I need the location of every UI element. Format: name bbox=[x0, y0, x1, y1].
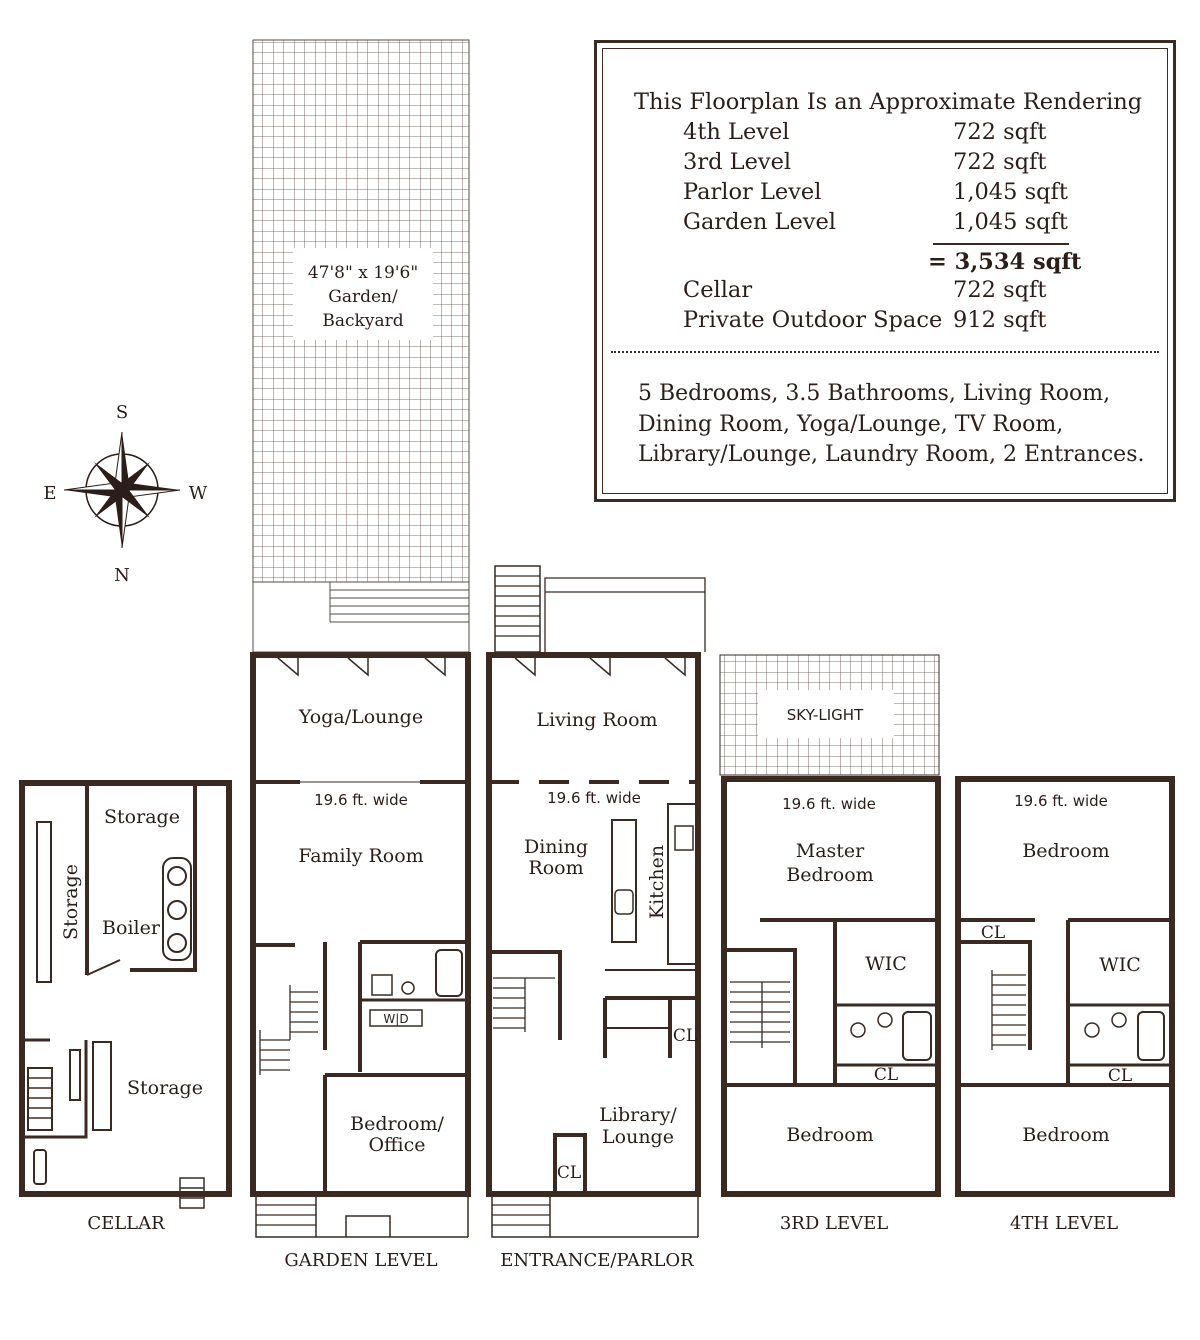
garden-backyard bbox=[253, 40, 469, 652]
dotted-divider bbox=[611, 351, 1159, 353]
cellar-storage-top: Storage bbox=[104, 806, 180, 828]
third-closet-label: CL bbox=[873, 1065, 899, 1085]
extra-label: Private Outdoor Space bbox=[683, 307, 943, 333]
garden-width-label: 19.6 ft. wide bbox=[314, 791, 408, 809]
extra-label: Cellar bbox=[683, 277, 753, 303]
dining-room-label-2: Room bbox=[528, 857, 584, 879]
summary-title: This Floorplan Is an Approximate Rendering bbox=[634, 89, 1143, 115]
library-label-2: Lounge bbox=[602, 1126, 674, 1148]
entry-closet-label: CL bbox=[556, 1163, 582, 1183]
compass-west: W bbox=[188, 483, 208, 504]
bedroom-office-label-1: Bedroom/ bbox=[350, 1113, 444, 1135]
fourth-width-label: 19.6 ft. wide bbox=[1014, 792, 1108, 810]
compass-south: S bbox=[115, 402, 129, 423]
garden-label: Garden/ bbox=[328, 287, 398, 307]
features-text: 5 Bedrooms, 3.5 Bathrooms, Living Room, Dining Room, Yoga/Lounge, TV Room, Library/Lounge, Laundry Room, 2 Entrances. bbox=[638, 381, 1145, 467]
kitchen-label: Kitchen bbox=[646, 844, 668, 920]
cellar-boiler: Boiler bbox=[102, 917, 160, 939]
extra-value: 912 sqft bbox=[953, 307, 1047, 333]
level-value: 722 sqft bbox=[953, 119, 1047, 145]
fourth-wic-label: WIC bbox=[1099, 954, 1141, 976]
level-label: 4th Level bbox=[683, 119, 790, 145]
garden-level-plan bbox=[253, 655, 468, 1237]
summary-inner-border bbox=[602, 48, 1168, 494]
level-value: 1,045 sqft bbox=[953, 179, 1068, 205]
fourth-closet-label-2: CL bbox=[1107, 1066, 1133, 1086]
library-label-1: Library/ bbox=[599, 1104, 677, 1126]
cellar-caption: CELLAR bbox=[87, 1213, 165, 1234]
level-value: 1,045 sqft bbox=[953, 209, 1068, 235]
compass-east: E bbox=[43, 483, 57, 504]
dining-room-label-1: Dining bbox=[523, 836, 589, 858]
yoga-lounge-label: Yoga/Lounge bbox=[298, 706, 424, 728]
level-label: Garden Level bbox=[683, 209, 836, 235]
third-bedroom-label: Bedroom bbox=[786, 1124, 874, 1146]
parlor-caption: ENTRANCE/PARLOR bbox=[500, 1250, 694, 1271]
third-wic-label: WIC bbox=[865, 953, 907, 975]
washer-dryer-label: W|D bbox=[383, 1012, 409, 1026]
compass-north: N bbox=[114, 565, 130, 586]
third-width-label: 19.6 ft. wide bbox=[782, 795, 876, 813]
family-room-label: Family Room bbox=[298, 845, 424, 867]
bedroom-office-label-2: Office bbox=[368, 1134, 426, 1156]
garden-dimensions: 47'8" x 19'6" bbox=[307, 263, 419, 283]
skylight-label: SKY-LIGHT bbox=[786, 706, 864, 724]
master-bedroom-label-2: Bedroom bbox=[786, 864, 874, 886]
third-level-caption: 3RD LEVEL bbox=[779, 1213, 889, 1234]
parlor-width-label: 19.6 ft. wide bbox=[547, 789, 641, 807]
cellar-storage-side: Storage bbox=[60, 864, 82, 940]
cellar-plan bbox=[22, 783, 229, 1208]
total-sqft: = 3,534 sqft bbox=[928, 249, 1082, 275]
cellar-storage-bottom: Storage bbox=[127, 1077, 203, 1099]
master-bedroom-label-1: Master bbox=[795, 840, 865, 862]
fourth-level-caption: 4TH LEVEL bbox=[1009, 1213, 1119, 1234]
level-label: 3rd Level bbox=[683, 149, 792, 175]
level-value: 722 sqft bbox=[953, 149, 1047, 175]
total-rule bbox=[933, 243, 1069, 245]
fourth-bedroom-top-label: Bedroom bbox=[1022, 840, 1110, 862]
living-room-label: Living Room bbox=[536, 709, 658, 731]
level-label: Parlor Level bbox=[683, 179, 822, 205]
extra-value: 722 sqft bbox=[953, 277, 1047, 303]
parlor-closet-label: CL bbox=[672, 1026, 698, 1046]
third-level-plan bbox=[720, 655, 939, 1194]
backyard-label: Backyard bbox=[322, 311, 404, 331]
summary-box bbox=[594, 40, 1176, 502]
fourth-closet-label-1: CL bbox=[980, 923, 1006, 943]
fourth-bedroom-bottom-label: Bedroom bbox=[1022, 1124, 1110, 1146]
garden-level-caption: GARDEN LEVEL bbox=[284, 1250, 438, 1271]
compass-rose-icon bbox=[64, 432, 180, 548]
